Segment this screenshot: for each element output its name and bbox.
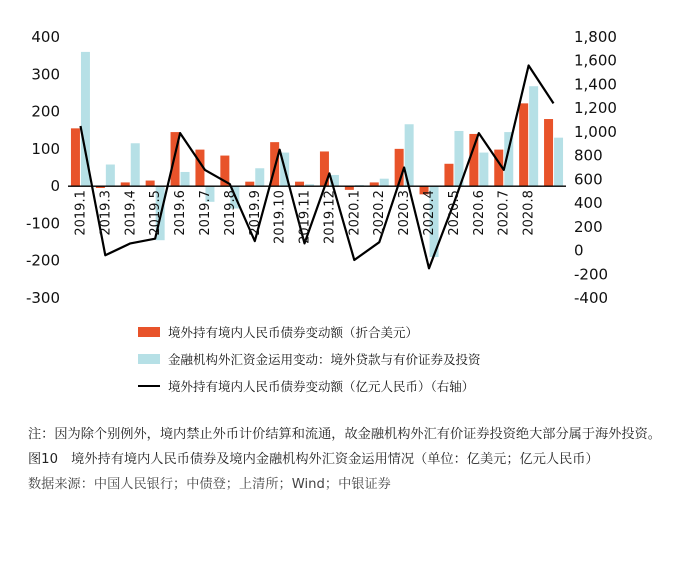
x-tick-label: 2019.3 <box>98 190 114 236</box>
data-source: 数据来源：中国人民银行；中债登；上清所；Wind；中银证券 <box>28 477 391 492</box>
x-tick-label: 2020.4 <box>422 190 437 236</box>
y-left-tick-label: 400 <box>31 28 60 46</box>
legend-label: 金融机构外汇资金运用变动：境外贷款与有价证券及投资 <box>168 351 481 367</box>
bar-bond-usd <box>544 119 553 186</box>
y-right-tick-label: 200 <box>574 217 603 236</box>
x-tick-label: 2019.7 <box>197 190 213 236</box>
y-right-tick-label: 400 <box>574 194 603 213</box>
y-right-tick-label: 1,400 <box>574 75 617 94</box>
x-tick-label: 2019.8 <box>222 190 238 236</box>
bar-fx-funds <box>255 168 264 186</box>
x-tick-label: 2019.1 <box>73 190 89 236</box>
x-tick-label: 2019.6 <box>173 190 188 236</box>
y-left-tick-label: 0 <box>50 177 60 196</box>
x-tick-label: 2019.12 <box>322 190 338 244</box>
bar-bond-usd <box>519 103 528 186</box>
y-right-tick-label: 800 <box>574 146 603 165</box>
legend <box>138 318 481 399</box>
y-left-tick-label: 300 <box>31 65 60 84</box>
bar-bond-usd <box>444 164 453 186</box>
y-right-tick-label: 1,600 <box>574 51 617 70</box>
x-tick-label: 2019.5 <box>148 190 164 236</box>
bar-fx-funds <box>479 153 488 187</box>
y-right-tick-label: 0 <box>574 241 584 260</box>
x-tick-label: 2020.8 <box>521 190 537 236</box>
y-left-tick-label: -100 <box>25 214 60 233</box>
legend-swatch-lightblue <box>138 354 160 364</box>
bar-bond-usd <box>469 134 478 186</box>
y-left-tick-label: -300 <box>25 289 60 307</box>
legend-swatch-orange <box>138 327 160 337</box>
legend-item-fx-funds <box>138 345 481 372</box>
bar-bond-usd <box>71 128 80 186</box>
legend-item-bond-rmb <box>138 372 481 399</box>
x-tick-label: 2019.4 <box>123 190 139 236</box>
x-tick-label: 2019.11 <box>297 190 313 244</box>
bar-fx-funds <box>181 172 190 186</box>
y-right-tick-label: 1,800 <box>574 28 617 46</box>
figure-caption: 图10 境外持有境内人民币债券及境内金融机构外汇资金运用情况（单位：亿美元；亿元人民币） <box>28 452 599 467</box>
x-tick-label: 2020.3 <box>397 190 413 236</box>
x-tick-label: 2019.10 <box>272 190 288 244</box>
y-right-tick-label: 1,200 <box>574 99 617 118</box>
x-tick-label: 2020.1 <box>347 190 363 236</box>
y-left-tick-label: 200 <box>31 102 60 121</box>
x-tick-label: 2019.9 <box>247 190 263 236</box>
y-right-tick-label: 1,000 <box>574 122 617 141</box>
legend-label: 境外持有境内人民币债券变动额（折合美元） <box>168 324 419 340</box>
y-right-tick-label: -400 <box>574 289 609 307</box>
bar-fx-funds <box>131 143 140 186</box>
bar-fx-funds <box>554 138 563 186</box>
x-tick-label: 2020.7 <box>496 190 512 236</box>
y-right-tick-label: -200 <box>574 265 609 284</box>
bar-fx-funds <box>106 165 115 187</box>
y-left-tick-label: 100 <box>31 139 60 158</box>
bar-bond-usd <box>146 181 155 187</box>
x-tick-label: 2020.2 <box>372 190 388 236</box>
legend-label: 境外持有境内人民币债券变动额（亿元人民币）（右轴） <box>168 378 475 394</box>
y-left-tick-label: -200 <box>25 251 60 270</box>
notes-block <box>28 424 668 499</box>
legend-item-bond-usd <box>138 318 481 345</box>
y-right-tick-label: 600 <box>574 170 603 189</box>
x-tick-label: 2020.5 <box>446 190 462 236</box>
bar-fx-funds <box>529 86 538 186</box>
footnote: 注：因为除个别例外，境内禁止外币计价结算和流通，故金融机构外汇有价证券投资绝大部分属于海外投资。 <box>28 427 661 442</box>
legend-swatch-line <box>138 385 160 387</box>
bar-fx-funds <box>380 179 389 186</box>
x-tick-label: 2020.6 <box>471 190 487 236</box>
bars-layer <box>71 52 563 257</box>
